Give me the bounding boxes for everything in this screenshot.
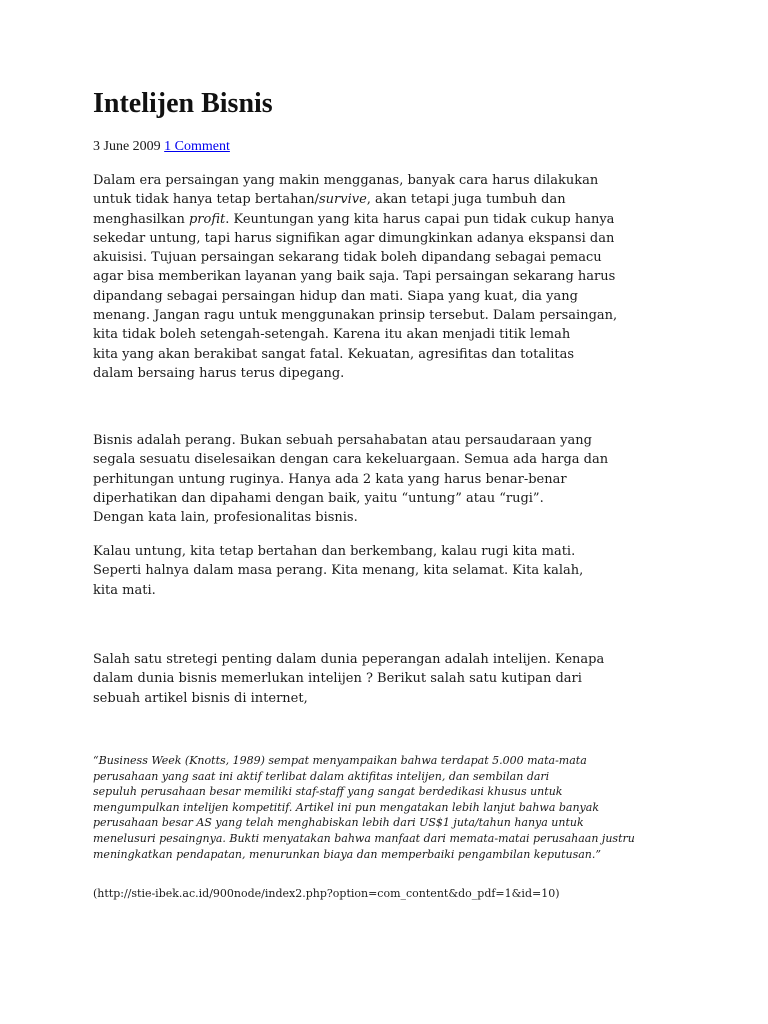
paragraph-1-profit: profit [188,211,226,227]
comments-link[interactable]: 1 Comment [164,139,230,154]
paragraph-4: Salah satu stretegi penting dalam dunia peperangan adalah intelijen. Kenapa dalam dunia bisnis memerlukan intelijen ? Berikut salah satu kutipan dari sebuah artikel bisnis di internet, [93,652,605,706]
post-date: 3 June 2009 [93,139,161,154]
paragraph-1-text-b: , akan tetapi juga tumbuh dan menghasilkan [93,192,566,227]
blockquote: “Business Week (Knotts, 1989) sempat menyampaikan bahwa terdapat 5.000 mata-mata perusahaan yang saat ini aktif terlibat dalam aktifitas intelijen, dan sembilan dari sepuluh perusahaan besar memiliki staf-staff yang sangat berdedikasi khusus untuk mengumpulkan intelijen kompetitif. Artikel ini pun mengatakan lebih lanjut bahwa banyak perusahaan besar AS yang telah menghabiskan lebih dari US$1 juta/tahun hanya untuk menelusuri pesaingnya. Bukti menyatakan bahwa manfaat dari memata-matai perusahaan justru meningkatkan pendapatan, menurunkan biaya dan memperbaiki pengambilan keputusan.” [93,754,635,861]
paragraph-2: Bisnis adalah perang. Bukan sebuah persahabatan atau persaudaraan yang segala sesuatu diselesaikan dengan cara kekeluargaan. Semua ada harga dan perhitungan untung ruginya. Hanya ada 2 kata yang harus benar-benar diperhatikan dan dipahami dengan baik, yaitu “untung” atau “rugi”. Dengan kata lain, profesionalitas bisnis. [93,433,609,526]
source-url: (http://stie-ibek.ac.id/900node/index2.php?option=com_content&do_pdf=1&id=10) [93,887,560,900]
paragraph-3: Kalau untung, kita tetap bertahan dan berkembang, kalau rugi kita mati. Seperti halnya dalam masa perang. Kita menang, kita selamat. Kita kalah, kita mati. [93,544,584,598]
paragraph-1-survive: survive [318,192,367,208]
paragraph-1 [93,171,683,383]
post-meta [93,138,230,156]
paragraph-1-text-c: . Keuntungan yang kita harus capai pun tidak cukup hanya sekedar untung, tapi harus signifikan agar dimungkinkan adanya ekspansi dan akuisisi. Tujuan persaingan sekarang tidak boleh dipandang sebagai pemacu agar bisa memberikan layanan yang baik saja. Tapi persaingan sekarang harus dipandang sebagai persaingan hidup dan mati. Siapa yang kuat, dia yang menang. Jangan ragu untuk menggunakan prinsip tersebut. Dalam persaingan, kita tidak boleh setengah-setengah. Karena itu akan menjadi titik lemah kita yang akan berakibat sangat fatal. Kekuatan, agresifitas dan totalitas dalam bersaing harus terus dipegang. [93,211,618,381]
article-title: Intelijen Bisnis [93,88,273,119]
paragraph-1-text-a: Dalam era persaingan yang makin mengganas, banyak cara harus dilakukan untuk tidak hanya tetap bertahan/ [93,173,599,208]
